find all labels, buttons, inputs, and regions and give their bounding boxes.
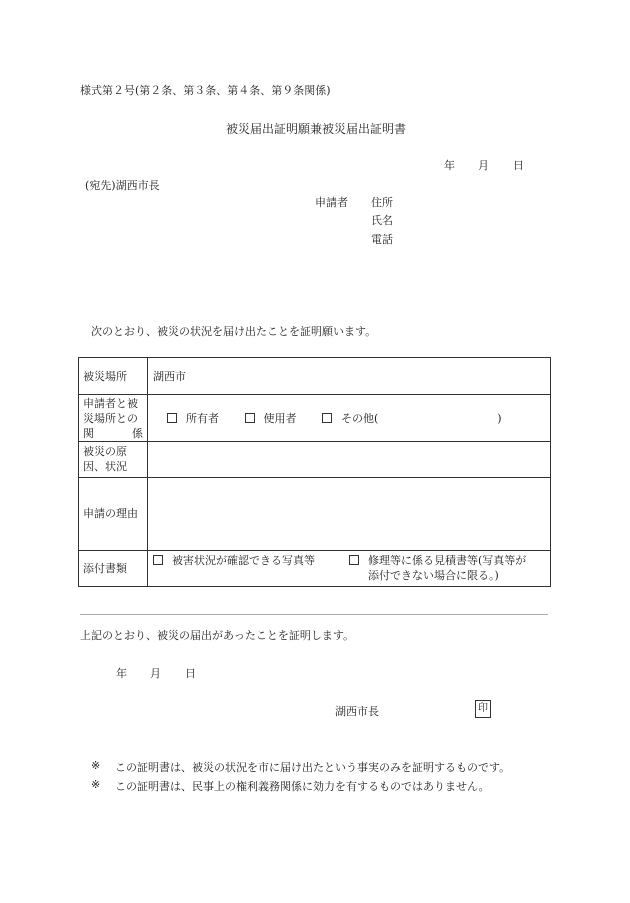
form-number: 様式第２号(第２条、第３条、第４条、第９条関係) [80, 84, 331, 97]
relation-label-cell [79, 395, 148, 442]
intro-text: 次のとおり、被災の状況を届け出たことを証明願います。 [91, 325, 377, 338]
attachments-label-cell [79, 550, 148, 586]
photo-option[interactable]: 被害状況が確認できる写真等 [153, 553, 349, 583]
date-year-label: 年 [444, 159, 455, 172]
location-label: 被災場所 [83, 369, 127, 383]
cert-date-month: 月 [150, 667, 161, 680]
relation-label-line-3: 関 係 [83, 426, 143, 440]
attachments-row [79, 550, 551, 586]
estimate-option[interactable]: 修理等に係る見積書等(写真等が 添付できない場合に限る。) [349, 553, 545, 583]
location-row [79, 358, 551, 395]
reason-row [79, 477, 551, 550]
cause-value[interactable] [148, 442, 551, 477]
location-label-cell [79, 358, 148, 395]
relation-row [79, 395, 551, 442]
cause-label-line-1: 被災の原 [83, 445, 127, 459]
form-title: 被災届出証明願兼被災届出証明書 [226, 122, 407, 136]
relation-options [148, 395, 551, 442]
addressee: (宛先)湖西市長 [85, 179, 160, 192]
certification-statement: 上記のとおり、被災の届出があったことを証明します。 [80, 629, 355, 642]
location-value[interactable]: 湖西市 [148, 358, 551, 395]
application-table [78, 357, 551, 587]
separator-line [80, 614, 548, 615]
cert-date-year: 年 [116, 667, 127, 680]
cert-date-day: 日 [185, 667, 196, 680]
cause-row [79, 442, 551, 477]
note-text-2: この証明書は、民事上の権利義務関係に効力を有するものではありません。 [115, 780, 490, 793]
applicant-label: 申請者 [315, 196, 348, 209]
seal-mark: 印 [475, 700, 491, 718]
reason-label: 申請の理由 [79, 477, 148, 550]
relation-label-line-1: 申請者と被 [83, 396, 138, 410]
address-label: 住所 [371, 196, 393, 209]
note-mark-1: ※ [91, 759, 101, 772]
other-close-paren: ) [497, 412, 502, 426]
name-label: 氏名 [371, 214, 393, 227]
user-checkbox[interactable] [245, 413, 255, 423]
user-option[interactable]: 使用者 [245, 410, 297, 426]
cause-label-cell [79, 442, 148, 477]
attachments-label: 添付書類 [83, 561, 127, 575]
reason-value[interactable] [148, 477, 551, 550]
date-month-label: 月 [478, 159, 489, 172]
date-day-label: 日 [513, 159, 524, 172]
attachments-options [148, 550, 551, 586]
photo-checkbox[interactable] [153, 555, 163, 565]
cause-label-line-2: 因、状況 [83, 460, 127, 474]
mayor-title: 湖西市長 [335, 705, 379, 718]
estimate-checkbox[interactable] [349, 555, 359, 565]
other-option[interactable]: その他( [322, 410, 378, 426]
owner-checkbox[interactable] [167, 413, 177, 423]
note-mark-2: ※ [91, 778, 101, 791]
note-text-1: この証明書は、被災の状況を市に届け出たという事実のみを証明するものです。 [115, 761, 511, 774]
other-checkbox[interactable] [322, 413, 332, 423]
phone-label: 電話 [371, 233, 393, 246]
owner-option[interactable]: 所有者 [167, 410, 219, 426]
relation-label-line-2: 災場所との [83, 411, 138, 425]
